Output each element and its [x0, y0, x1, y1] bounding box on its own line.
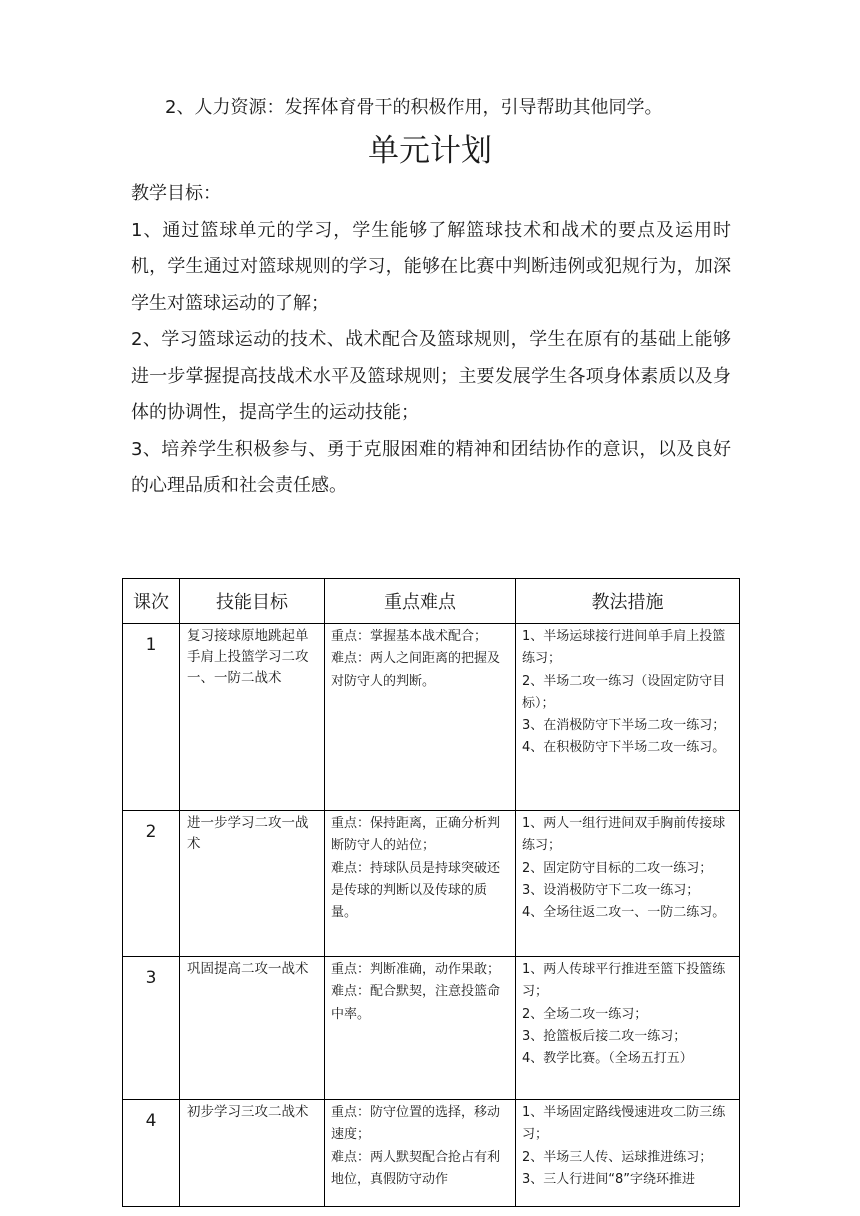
skill-goal: 进一步学习二攻一战术: [180, 811, 325, 957]
intro-line: 2、人力资源：发挥体育骨干的积极作用，引导帮助其他同学。: [165, 97, 663, 118]
difficulty: 难点：两人之间距离的把握及对防守人的判断。: [331, 651, 501, 689]
method-item: 3、设消极防守下二攻一练习；: [522, 882, 700, 898]
key-point: 重点：判断准确，动作果敢；: [331, 962, 501, 977]
key-points: [325, 624, 516, 811]
key-point: 重点：掌握基本战术配合；: [331, 629, 488, 644]
page-title: 单元计划: [368, 133, 492, 169]
skill-goal: 初步学习三攻二战术: [180, 1100, 325, 1207]
lesson-number: 1: [123, 624, 180, 811]
method-item: 3、三人行进间“8”字绕环推进: [522, 1171, 696, 1187]
lesson-number: 2: [123, 811, 180, 957]
difficulty: 难点：两人默契配合抢占有利地位，真假防守动作: [331, 1149, 501, 1187]
key-points: [325, 811, 516, 957]
method-item: 2、全场二攻一练习；: [522, 1006, 648, 1022]
objective-3: 3、培养学生积极参与、勇于克服困难的精神和团结协作的意识，以及良好的心理品质和社会责任感。: [131, 438, 731, 496]
method-item: 2、半场三人传、运球推进练习；: [522, 1149, 713, 1165]
table-header-row: [123, 579, 740, 624]
method-item: 4、教学比赛。（全场五打五）: [522, 1051, 693, 1067]
method-item: 4、在积极防守下半场二攻一练习。: [522, 740, 726, 756]
teaching-methods: [516, 1100, 740, 1207]
method-item: 2、半场二攻一练习（设固定防守目标）；: [522, 673, 726, 711]
teaching-methods: [516, 624, 740, 811]
method-item: 3、在消极防守下半场二攻一练习；: [522, 718, 726, 734]
objectives-section: [131, 176, 731, 505]
table-row: [123, 811, 740, 957]
teaching-methods: [516, 811, 740, 957]
table-row: [123, 624, 740, 811]
key-point: 重点：保持距离，正确分析判断防守人的站位；: [331, 816, 501, 854]
table-row: [123, 957, 740, 1100]
lesson-number: 3: [123, 957, 180, 1100]
table-row: [123, 1100, 740, 1207]
header-lesson: 课次: [123, 579, 180, 624]
method-item: 1、半场固定路线慢速进攻二防三练习；: [522, 1105, 726, 1143]
method-item: 1、两人一组行进间双手胸前传接球练习；: [522, 816, 726, 854]
objective-2: 2、学习篮球运动的技术、战术配合及篮球规则，学生在原有的基础上能够进一步掌握提高技战术水平及篮球规则；主要发展学生各项身体素质以及身体的协调性，提高学生的运动技能；: [131, 329, 731, 423]
key-points: [325, 957, 516, 1100]
key-points: [325, 1100, 516, 1207]
method-item: 2、固定防守目标的二攻一练习；: [522, 860, 713, 876]
header-key-points: 重点难点: [325, 579, 516, 624]
lesson-number: 4: [123, 1100, 180, 1207]
skill-goal: 巩固提高二攻一战术: [180, 957, 325, 1100]
teaching-methods: [516, 957, 740, 1100]
skill-goal: 复习接球原地跳起单手肩上投篮学习二攻一、一防二战术: [180, 624, 325, 811]
objective-1: 1、通过篮球单元的学习，学生能够了解篮球技术和战术的要点及运用时机，学生通过对篮球规则的学习，能够在比赛中判断违例或犯规行为，加深学生对篮球运动的了解；: [131, 219, 731, 314]
objectives-heading: 教学目标：: [131, 183, 221, 204]
method-item: 4、全场往返二攻一、一防二练习。: [522, 905, 726, 921]
difficulty: 难点：持球队员是持球突破还是传球的判断以及传球的质量。: [331, 860, 501, 921]
method-item: 3、抢篮板后接二攻一练习；: [522, 1028, 687, 1044]
method-item: 1、半场运球接行进间单手肩上投篮练习；: [522, 629, 726, 667]
unit-plan-table: [122, 578, 740, 1207]
header-skill: 技能目标: [180, 579, 325, 624]
method-item: 1、两人传球平行推进至篮下投篮练习；: [522, 962, 726, 1000]
header-methods: 教法措施: [516, 579, 740, 624]
key-point: 重点：防守位置的选择，移动速度；: [331, 1105, 501, 1143]
difficulty: 难点：配合默契，注意投篮命中率。: [331, 984, 501, 1022]
